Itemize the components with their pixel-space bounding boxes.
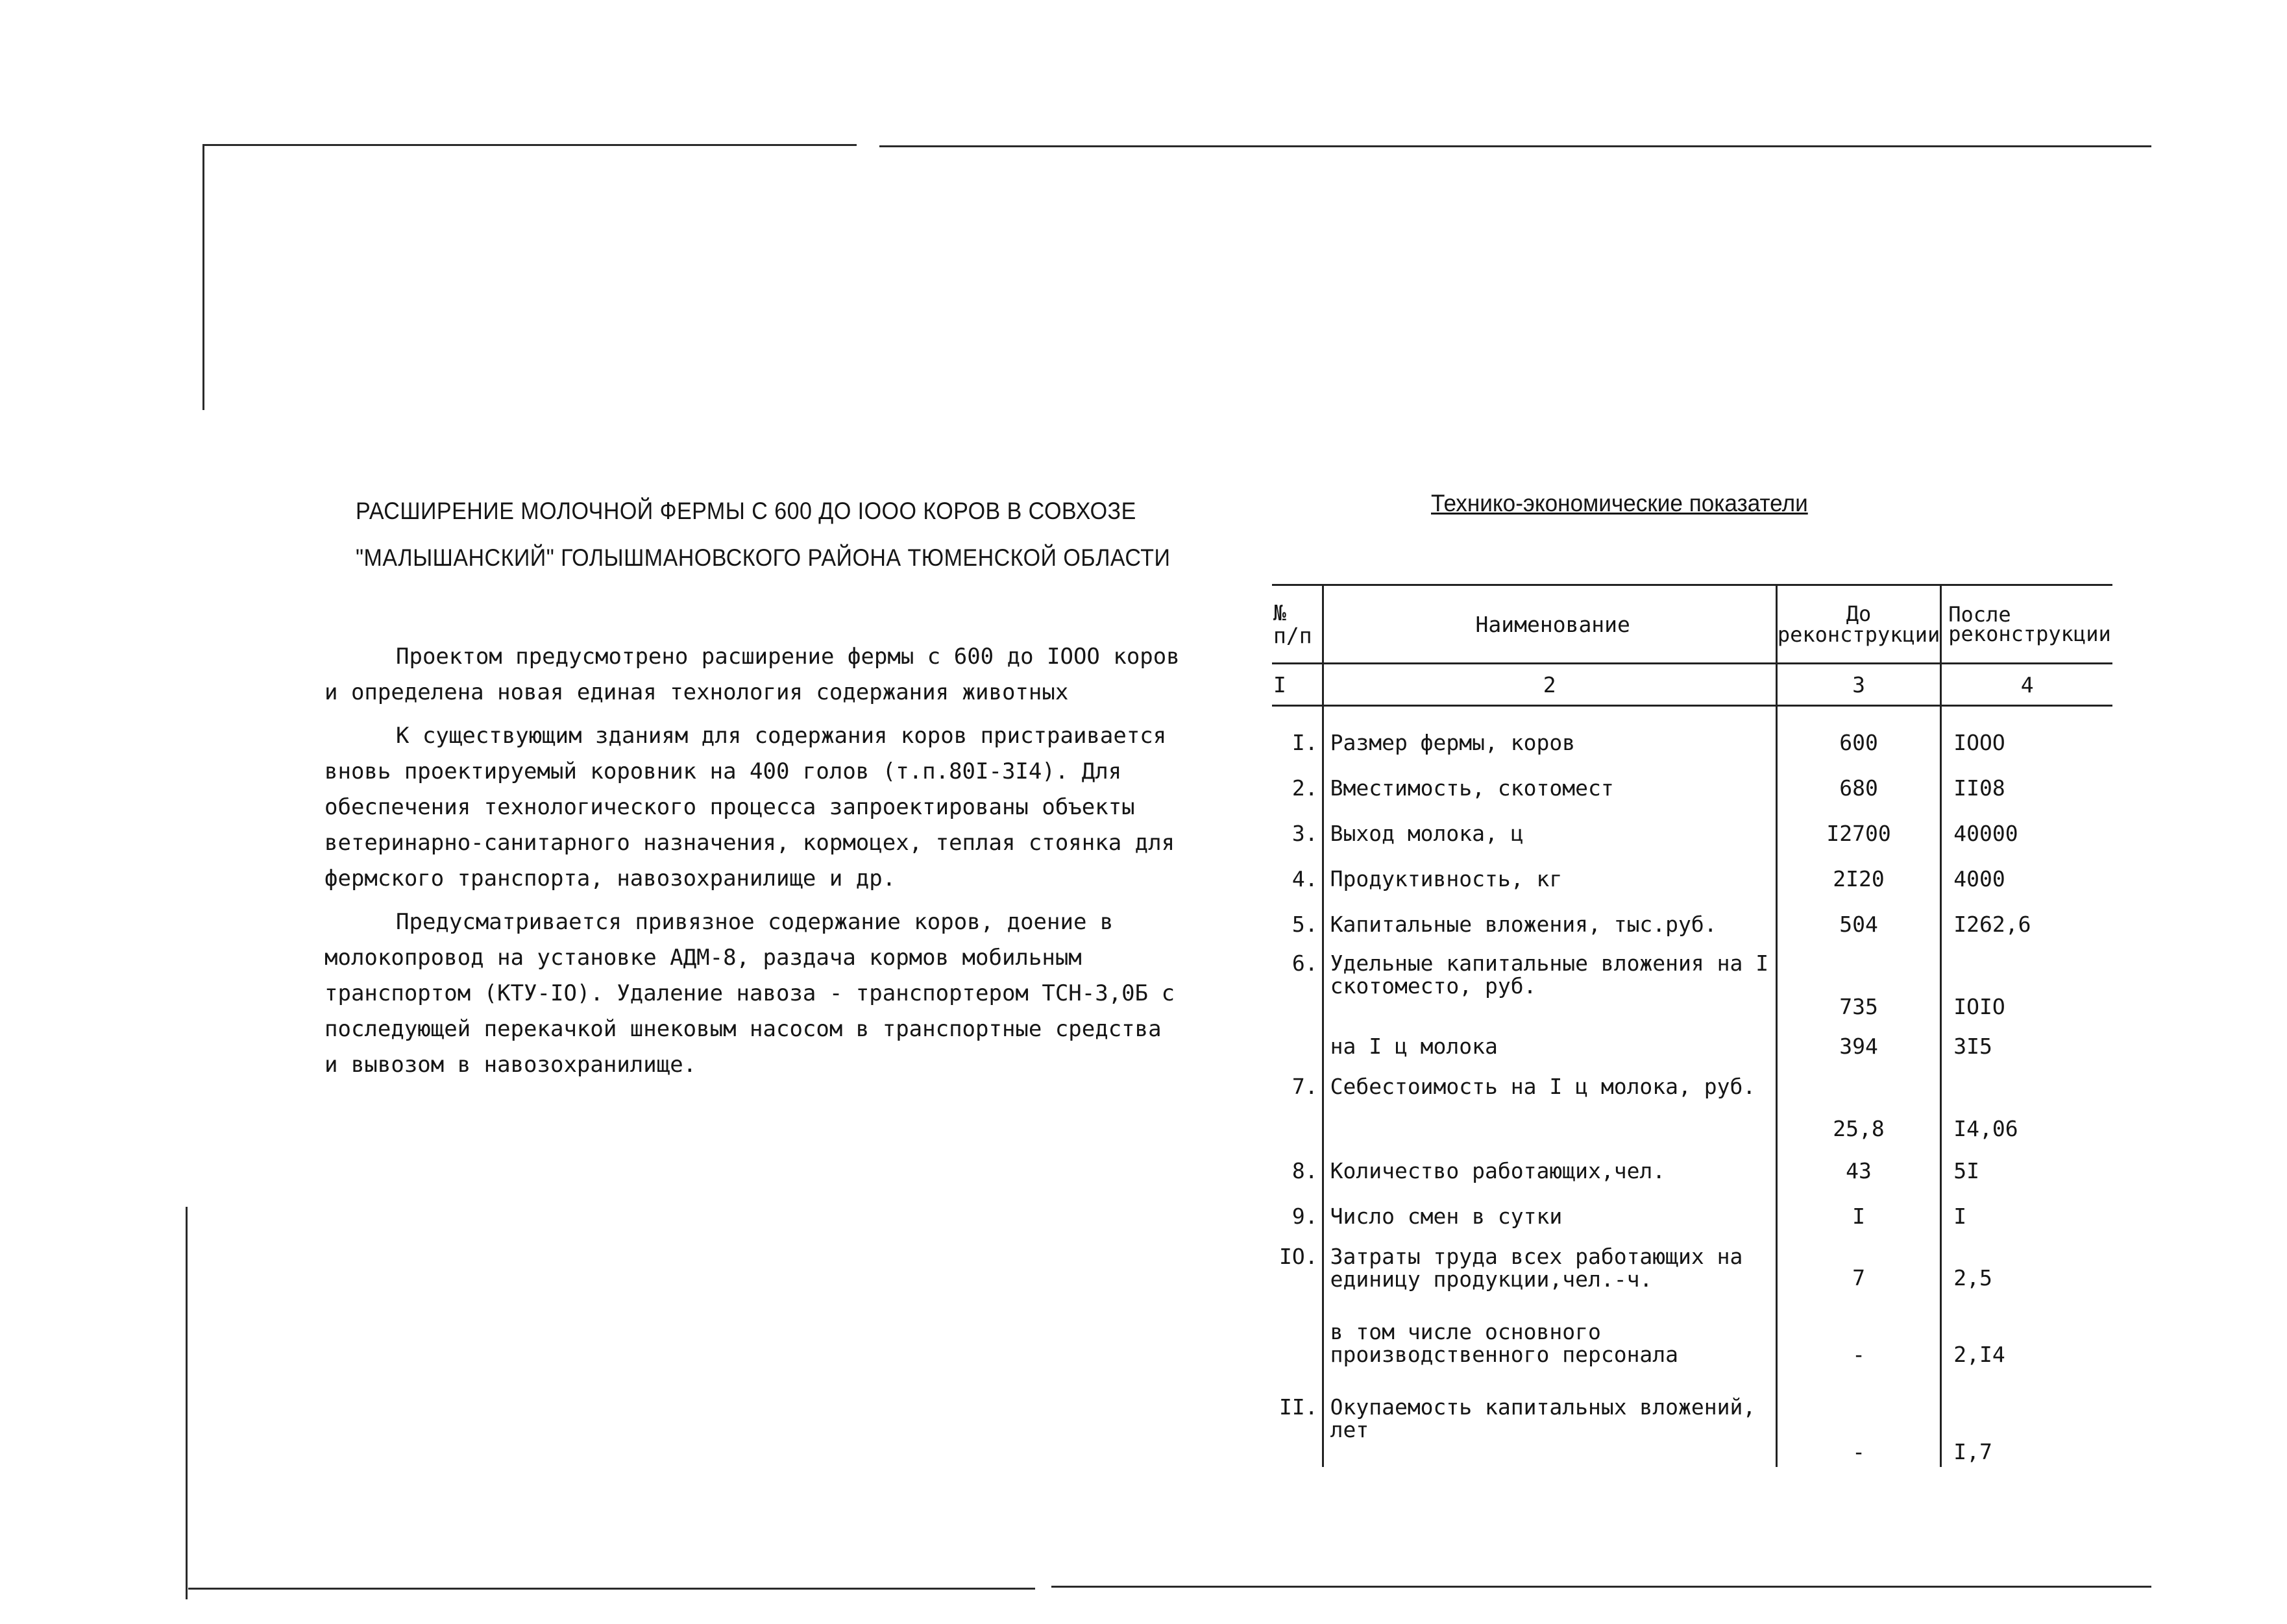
row-number: I. bbox=[1291, 729, 1318, 755]
row-name: Окупаемость капитальных вложений, лет bbox=[1323, 1392, 1776, 1467]
row-number: 4. bbox=[1291, 866, 1318, 891]
row-after: I262,6 bbox=[1941, 901, 2112, 947]
paragraph: Предусматривается привязное содержание коров, доение в молокопровод на установке АДМ-8, раздача кормов мобильным транспортом (КТУ-IO). Удаление навоза - транспортером ТСН-3,0Б с последующей перекачкой шнековым насосом в транспортные средства и вывозом в навозохранилище. bbox=[324, 909, 1175, 1078]
header-name: Наименование bbox=[1323, 585, 1776, 664]
table-row bbox=[1272, 856, 2112, 901]
row-after: II08 bbox=[1941, 765, 2112, 810]
indicators-table bbox=[1272, 584, 2112, 1467]
table-row bbox=[1272, 765, 2112, 810]
row-before: 7 bbox=[1776, 1239, 1940, 1316]
row-number: 3. bbox=[1291, 820, 1318, 846]
row-before: I bbox=[1776, 1193, 1940, 1239]
header-number: № п/п bbox=[1272, 585, 1323, 664]
row-after: IOIO bbox=[1941, 947, 2112, 1023]
table-row bbox=[1272, 810, 2112, 856]
row-before: 394 bbox=[1776, 1023, 1940, 1069]
row-name: Размер фермы, коров bbox=[1323, 720, 1776, 765]
row-before: 25,8 bbox=[1776, 1069, 1940, 1148]
table-row bbox=[1272, 1239, 2112, 1316]
column-number: 4 bbox=[1941, 664, 2112, 706]
paragraph: К существующим зданиям для содержания коров пристраивается вновь проектируемый коровник на 400 голов (т.п.80I-3I4). Для обеспечения технологического процесса запроектированы объекты ветеринарно-санитарного назначения, кормоцех, теплая стоянка для фермского транспорта, навозохранилище и др. bbox=[324, 723, 1175, 891]
row-name: Удельные капитальные вложения на I скотоместо, руб. bbox=[1323, 947, 1776, 1023]
heading-line-2: "МАЛЫШАНСКИЙ" ГОЛЫШМАНОВСКОГО РАЙОНА ТЮМЕНСКОЙ ОБЛАСТИ bbox=[356, 544, 1171, 571]
frame-left-rule bbox=[186, 1207, 188, 1599]
table-title: Технико-экономические показатели bbox=[1431, 490, 1808, 516]
table-row bbox=[1272, 1069, 2112, 1148]
paragraph: Проектом предусмотрено расширение фермы с 600 до IOOO коров и определена новая единая технология содержания животных bbox=[324, 644, 1180, 705]
row-name: Затраты труда всех работающих на единицу продукции,чел.-ч. bbox=[1323, 1239, 1776, 1316]
row-name: Продуктивность, кг bbox=[1323, 856, 1776, 901]
row-after: 2,I4 bbox=[1941, 1316, 2112, 1392]
column-number-row bbox=[1272, 664, 2112, 706]
row-after: 5I bbox=[1941, 1148, 2112, 1193]
row-before: 43 bbox=[1776, 1148, 1940, 1193]
frame-bottom-rule bbox=[188, 1588, 1035, 1590]
row-number: 7. bbox=[1291, 1074, 1318, 1099]
row-before: 735 bbox=[1776, 947, 1940, 1023]
header-before: До реконструкции bbox=[1776, 585, 1940, 664]
heading-line-1: РАСШИРЕНИЕ МОЛОЧНОЙ ФЕРМЫ С 600 ДО IOOO КОРОВ В СОВХОЗЕ bbox=[356, 498, 1136, 524]
row-number: 9. bbox=[1291, 1203, 1318, 1229]
row-name: Себестоимость на I ц молока, руб. bbox=[1323, 1069, 1776, 1148]
row-number: II. bbox=[1279, 1394, 1318, 1420]
frame-left-rule bbox=[202, 144, 204, 410]
header-after: После реконструкции bbox=[1941, 585, 2112, 664]
row-before: 680 bbox=[1776, 765, 1940, 810]
column-number: 2 bbox=[1323, 664, 1776, 706]
row-name: в том числе основного производственного персонала bbox=[1323, 1316, 1776, 1392]
table-row bbox=[1272, 901, 2112, 947]
row-number: 5. bbox=[1291, 911, 1318, 937]
row-number bbox=[1272, 1023, 1323, 1069]
row-name: на I ц молока bbox=[1323, 1023, 1776, 1069]
row-after: I bbox=[1941, 1193, 2112, 1239]
frame-bottom-rule bbox=[1051, 1586, 2151, 1588]
row-before: I2700 bbox=[1776, 810, 1940, 856]
table-row bbox=[1272, 1392, 2112, 1467]
column-number: I bbox=[1272, 664, 1323, 706]
table-row bbox=[1272, 1316, 2112, 1392]
row-after: IOOO bbox=[1941, 720, 2112, 765]
row-number: 2. bbox=[1291, 775, 1318, 801]
row-before: - bbox=[1776, 1316, 1940, 1392]
row-before: 504 bbox=[1776, 901, 1940, 947]
row-number: 8. bbox=[1291, 1157, 1318, 1183]
frame-top-rule bbox=[204, 144, 857, 146]
column-number: 3 bbox=[1776, 664, 1940, 706]
table-row bbox=[1272, 947, 2112, 1023]
project-heading bbox=[356, 488, 1171, 581]
row-name: Число смен в сутки bbox=[1323, 1193, 1776, 1239]
table-row bbox=[1272, 720, 2112, 765]
row-after: I4,06 bbox=[1941, 1069, 2112, 1148]
row-after: 40000 bbox=[1941, 810, 2112, 856]
row-after: 4000 bbox=[1941, 856, 2112, 901]
row-name: Вместимость, скотомест bbox=[1323, 765, 1776, 810]
row-name: Капитальные вложения, тыс.руб. bbox=[1323, 901, 1776, 947]
row-number: IO. bbox=[1279, 1244, 1318, 1269]
row-after: 3I5 bbox=[1941, 1023, 2112, 1069]
row-after: I,7 bbox=[1941, 1392, 2112, 1467]
frame-top-rule bbox=[879, 145, 2151, 147]
row-name: Выход молока, ц bbox=[1323, 810, 1776, 856]
row-after: 2,5 bbox=[1941, 1239, 2112, 1316]
table-row bbox=[1272, 1023, 2112, 1069]
table-header-row bbox=[1272, 585, 2112, 664]
row-number bbox=[1272, 1316, 1323, 1392]
row-number: 6. bbox=[1291, 951, 1318, 976]
row-before: 2I20 bbox=[1776, 856, 1940, 901]
row-name: Количество работающих,чел. bbox=[1323, 1148, 1776, 1193]
table-row bbox=[1272, 1148, 2112, 1193]
row-before: - bbox=[1776, 1392, 1940, 1467]
project-description bbox=[324, 639, 1188, 1091]
table-row bbox=[1272, 1193, 2112, 1239]
row-before: 600 bbox=[1776, 720, 1940, 765]
